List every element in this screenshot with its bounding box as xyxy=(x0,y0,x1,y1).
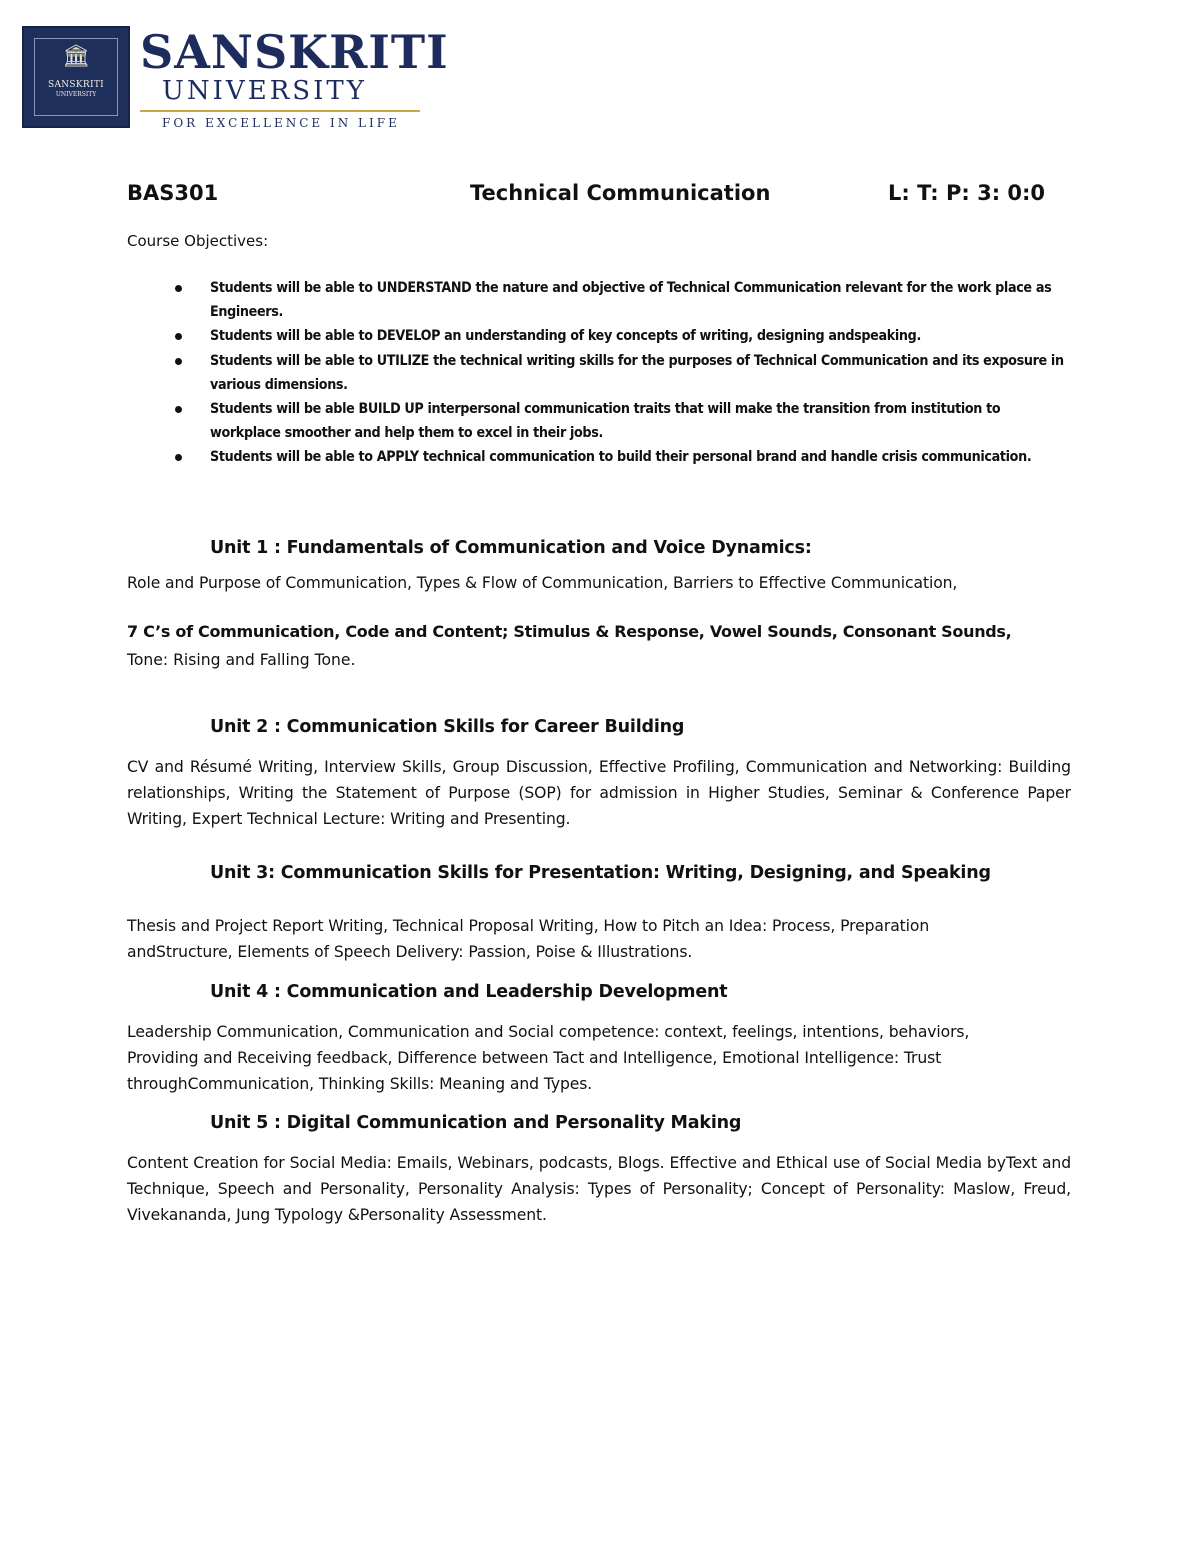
course-ltp: L: T: P: 3: 0:0 xyxy=(888,181,1046,205)
seal-sub: UNIVERSITY xyxy=(55,91,97,98)
logo-subtitle: UNIVERSITY xyxy=(162,76,367,106)
bullet-icon xyxy=(175,454,182,461)
unit-5-text: Content Creation for Social Media: Emails, Webinars, podcasts, Blogs. Effective and Ethical use of Social Media byText and Technique, Speech and Personality, Personality Analysis: Types of Personality; Concept of Personality: Maslow, Freud, Vivekananda, Jung Typology &Personality Assessment. xyxy=(127,1154,1071,1224)
unit-2-heading: Unit 2 : Communication Skills for Career Building xyxy=(210,717,685,737)
university-seal xyxy=(22,26,130,128)
objective-item: Students will be able to UTILIZE the technical writing skills for the purposes of Technical Communication and its exposure in various dimensions. xyxy=(172,349,1072,397)
bullet-icon xyxy=(175,333,182,340)
seal-name: SANSKRITI xyxy=(47,80,105,90)
logo-divider xyxy=(140,110,420,112)
course-title: Technical Communication xyxy=(470,181,771,205)
bullet-icon xyxy=(175,406,182,413)
objectives-heading: Course Objectives: xyxy=(127,232,269,250)
objective-item: Students will be able to DEVELOP an understanding of key concepts of writing, designing andspeaking. xyxy=(172,324,1072,348)
unit-1-text: Role and Purpose of Communication, Types & Flow of Communication, Barriers to Effective Communication, xyxy=(127,574,958,592)
objectives-list xyxy=(172,276,1072,470)
unit-2-text: CV and Résumé Writing, Interview Skills, Group Discussion, Effective Profiling, Communication and Networking: Building relationships, Writing the Statement of Purpose (SOP) for admission in Higher Studies, Seminar & Conference Paper Writing, Expert Technical Lecture: Writing and Presenting. xyxy=(127,758,1071,828)
unit-5-heading: Unit 5 : Digital Communication and Personality Making xyxy=(210,1113,742,1133)
unit-1-heading: Unit 1 : Fundamentals of Communication and Voice Dynamics: xyxy=(210,538,812,558)
objective-item: Students will be able to APPLY technical communication to build their personal brand and handle crisis communication. xyxy=(172,445,1072,469)
objective-item: Students will be able BUILD UP interpersonal communication traits that will make the transition from institution to workplace smoother and help them to excel in their jobs. xyxy=(172,397,1072,445)
unit-4-heading: Unit 4 : Communication and Leadership Development xyxy=(210,982,728,1002)
unit-1-bold-text: 7 C’s of Communication, Code and Content; Stimulus & Response, Vowel Sounds, Consonant Sounds, xyxy=(127,622,1012,641)
course-code: BAS301 xyxy=(127,181,219,205)
unit-3-heading: Unit 3: Communication Skills for Presentation: Writing, Designing, and Speaking xyxy=(210,863,991,883)
logo-name: SANSKRITI xyxy=(140,25,449,79)
temple-icon: 🏛︎ xyxy=(62,44,90,69)
objective-item: Students will be able to UNDERSTAND the nature and objective of Technical Communication relevant for the work place as Engineers. xyxy=(172,276,1072,324)
university-logo xyxy=(22,25,449,132)
bullet-icon xyxy=(175,285,182,292)
unit-4-text: Leadership Communication, Communication and Social competence: context, feelings, intentions, behaviors, Providing and Receiving feedback, Difference between Tact and Intelligence, Emotional Intelligence: Trust throughCommunication, Thinking Skills: Meaning and Types. xyxy=(127,1023,970,1093)
logo-tagline: FOR EXCELLENCE IN LIFE xyxy=(162,116,400,130)
bullet-icon xyxy=(175,358,182,365)
unit-3-text: Thesis and Project Report Writing, Technical Proposal Writing, How to Pitch an Idea: Process, Preparation andStructure, Elements of Speech Delivery: Passion, Poise & Illustrations. xyxy=(127,917,930,961)
unit-1-extra-text: Tone: Rising and Falling Tone. xyxy=(127,651,356,669)
